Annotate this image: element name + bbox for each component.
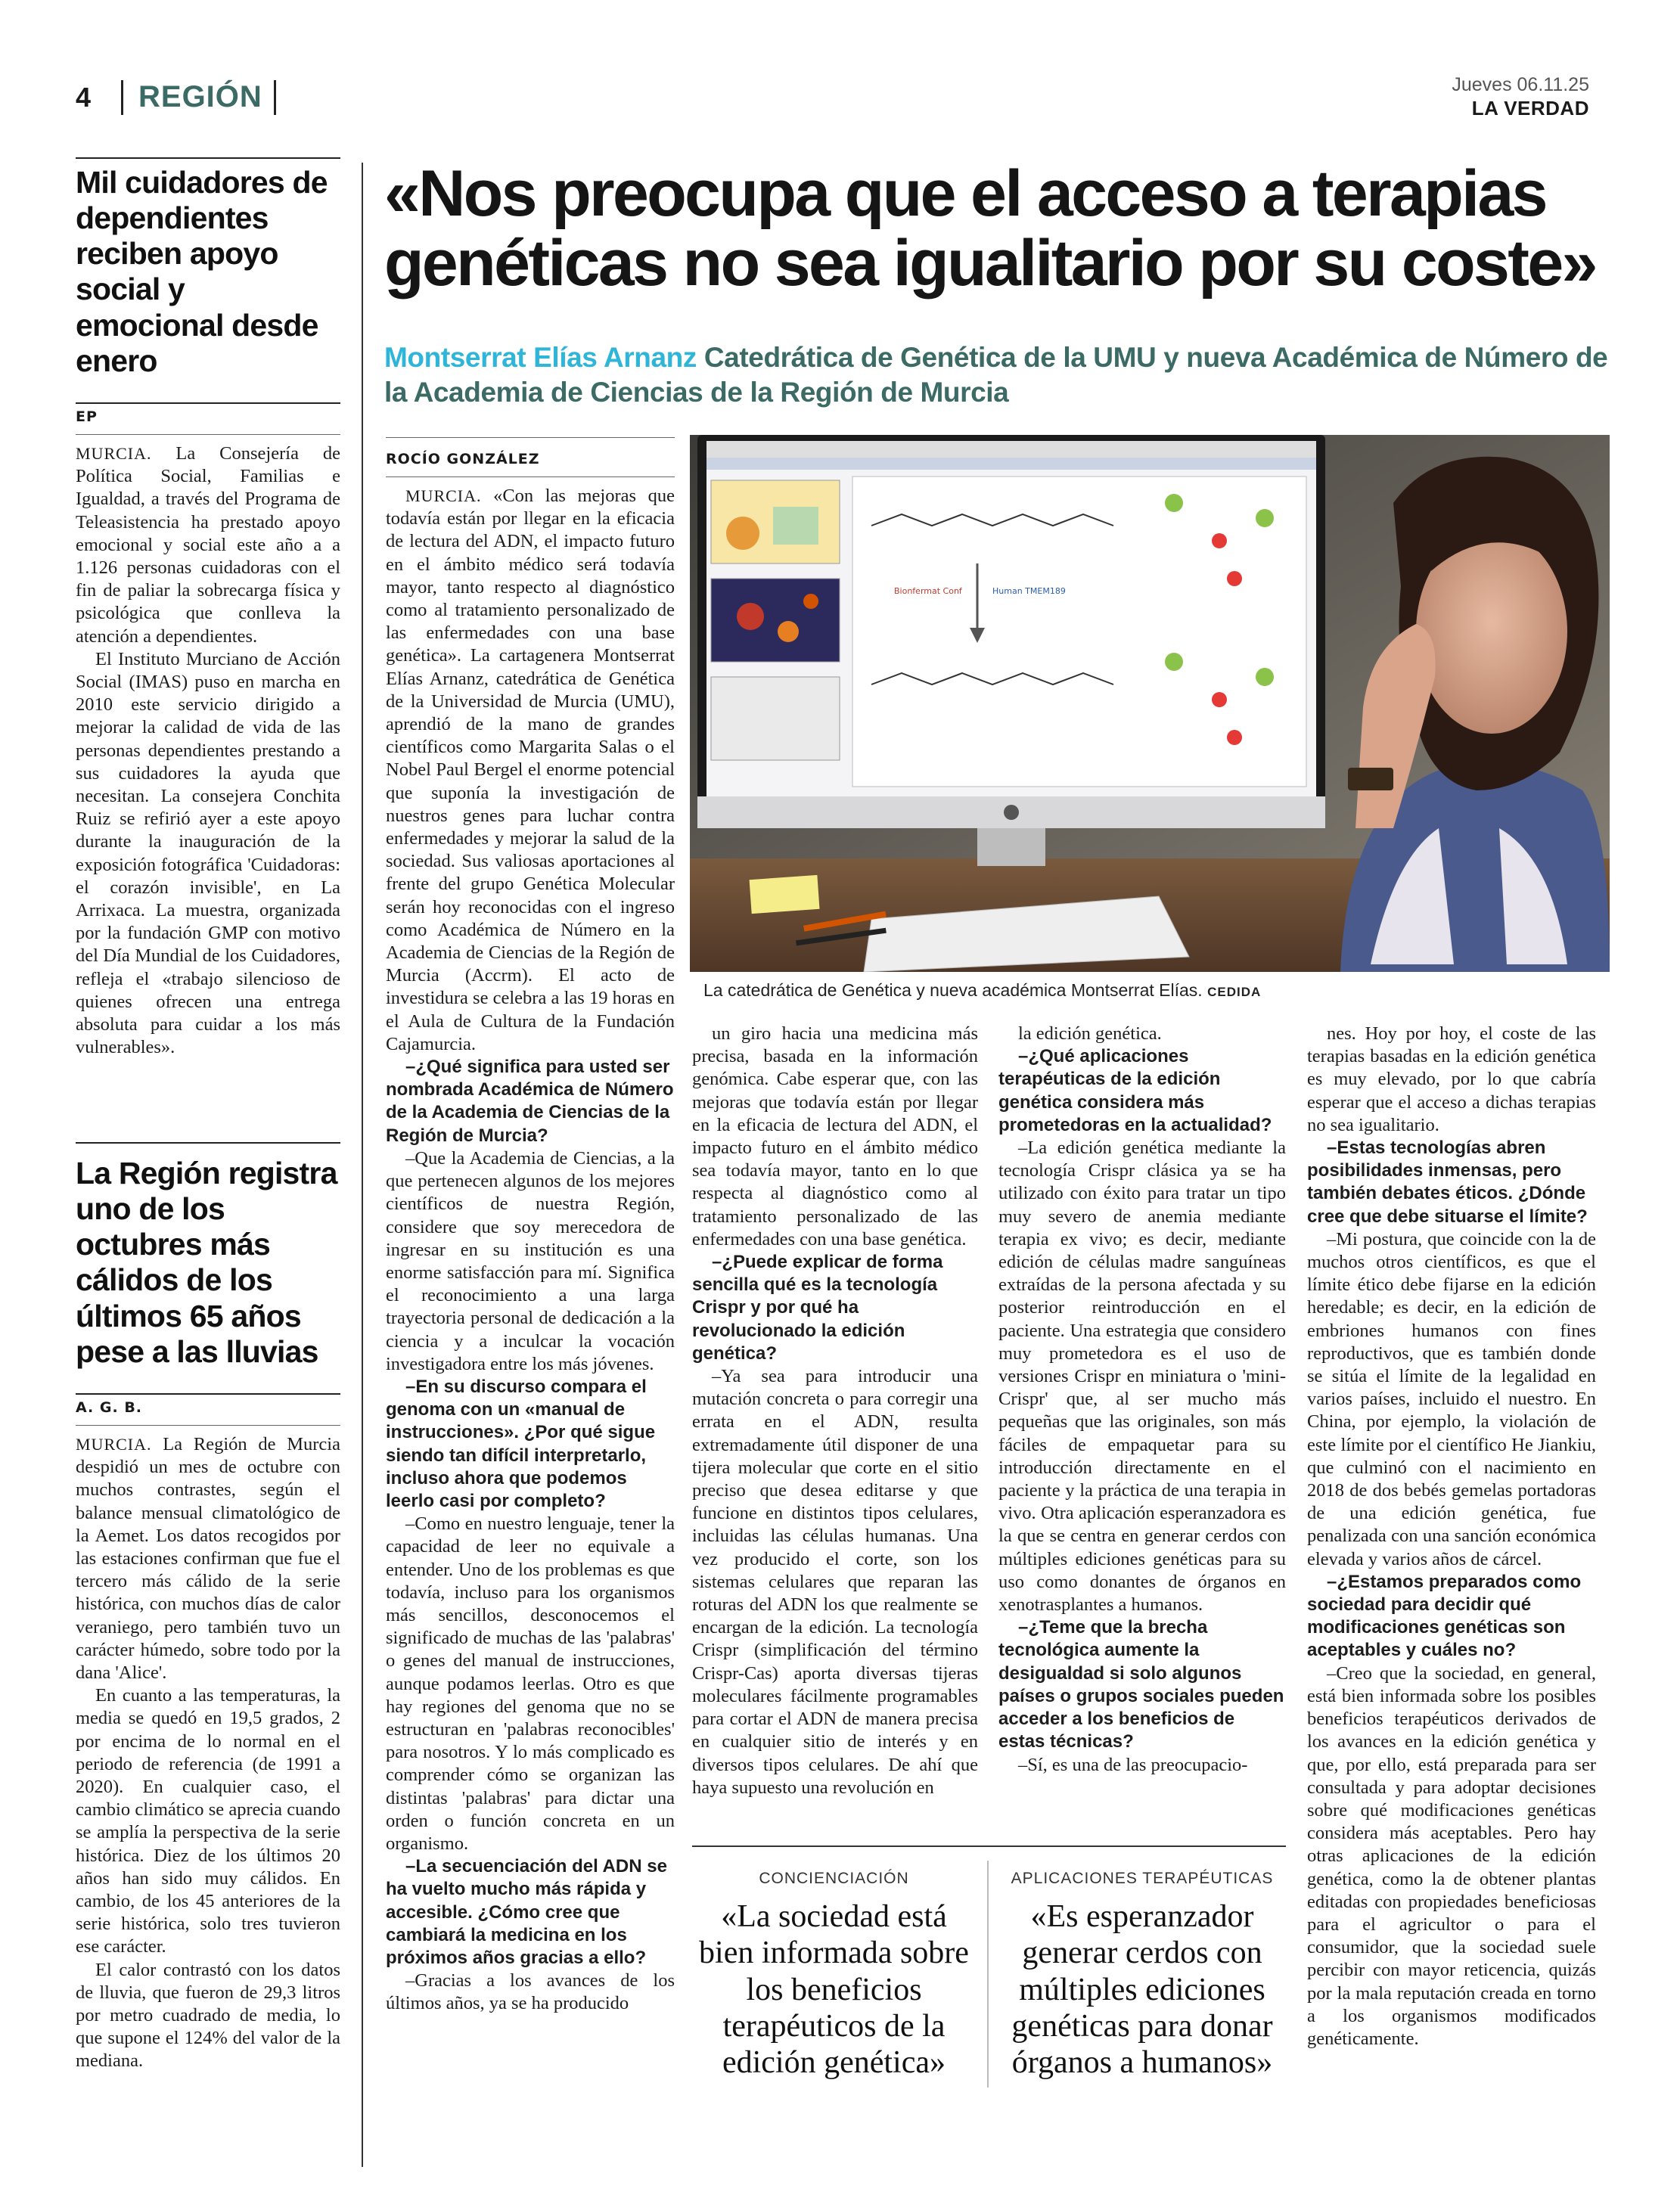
brief-top-rule	[76, 157, 340, 159]
brief-byline: EP	[76, 408, 98, 425]
interview-answer: –Que la Academia de Ciencias, a la que pertenecen algunos de los mejores científicos de nuestra Región, considere que soy merecedora de ingresar en su institución es una enorme satisfacción para mí. Significa el reconocimiento a una larga trayectoria personal de dedicación a la ciencia y a inculcar la vocación investigadora entre los más jóvenes.	[386, 1147, 675, 1374]
brief-rule	[76, 434, 340, 435]
pull-quote: «La sociedad está bien informada sobre los beneficios terapéuticos de la edición genética»	[699, 1899, 969, 2081]
interviewee-title: Catedrática de Genética de la UMU y nueva Académica de Número de la Academia de Ciencias de la Región de Murcia	[384, 342, 1608, 408]
interview-question: –En su discurso compara el genoma con un «manual de instrucciones». ¿Por qué sigue siendo tan difícil interpretarlo, incluso ahora que podemos leerlo casi por completo?	[386, 1376, 656, 1511]
interview-answer: –Ya sea para introducir una mutación concreta o para corregir una errata en el ADN, resulta extremadamente útil disponer de una tijera molecular que corte en el sitio preciso que desea editarse y que funcione en distintos tipos celulares, incluidas las células humanas. Una vez producido el corte, son los sistemas celulares que reparan las roturas del ADN los que realmente se encargan de la edición. La tecnología Crispr (simplificación del término Crispr-Cas) aporta diversas tijeras moleculares fácilmente programables para cortar el ADN de manera precisa en cualquier sitio de interés y en diversos tipos celulares. De ahí que haya supuesto una revolución en	[692, 1366, 978, 1798]
interview-answer: –Mi postura, que coincide con la de muchos otros científicos, es que el límite ético debe fijarse en la edición heredable; es decir, en la edición de embriones humanos con fines reproductivos, que es también donde se sitúa el límite de la legalidad en varios países, incluido el nuestro. En China, por ejemplo, la violación de este límite por el científico He Jiankiu, que culminó con el nacimiento en 2018 de dos bebés gemelas portadoras de una edición genética, fue penalizada con una sanción económica elevada y varios años de cárcel.	[1307, 1228, 1596, 1569]
interview-question: –¿Qué significa para usted ser nombrada Académica de Número de la Academia de Ciencias de la Región de Murcia?	[386, 1057, 674, 1146]
interviewee-name: Montserrat Elías Arnanz	[384, 342, 697, 373]
interview-answer: nes. Hoy por hoy, el coste de las terapias basadas en la edición genética es muy elevado, por lo que cabría esperar que el acceso a dichas terapias no sea igualitario.	[1307, 1023, 1596, 1135]
paragraph: El Instituto Murciano de Acción Social (IMAS) puso en marcha en 2010 este servicio dirigido a mejorar la calidad de vida de las personas dependientes prestando a sus cuidadores la ayuda que necesitan. La consejera Conchita Ruiz se refirió ayer a este apoyo durante la inauguración de la exposición fotográfica 'Cuidadoras: el corazón invisible', en La Arrixaca. La muestra, organizada por la fundación GMP con motivo del Día Mundial de los Cuidadores, refleja el «trabajo silencioso de quienes ofrecen una entrega absoluta para cuidar a los más vulnerables».	[76, 648, 340, 1058]
dateline: MURCIA.	[405, 486, 482, 505]
interview-question: –¿Puede explicar de forma sencilla qué es la tecnología Crispr y por qué ha revolucionado la edición genética?	[692, 1252, 943, 1364]
newspaper-name: LA VERDAD	[1471, 97, 1589, 120]
article-subhead	[384, 340, 1610, 411]
interview-answer: un giro hacia una medicina más precisa, basada en la información genómica. Cabe esperar que, con las mejoras que todavía están por llegar en la eficacia de lectura del ADN, el impacto futuro en el ámbito médico sea todavía mayor, tanto en lo que respecta al diagnóstico como al tratamiento personalizado de las enfermedades con una base genética.	[692, 1023, 978, 1249]
header-divider	[121, 80, 123, 115]
pull-quote: «Es esperanzador generar cerdos con múltiples ediciones genéticas para donar órganos a humanos»	[1011, 1899, 1273, 2081]
article-headline: «Nos preocupa que el acceso a terapias genéticas no sea igualitario por su coste»	[384, 157, 1596, 300]
quote-box-divider	[987, 1861, 989, 2088]
quote-box-rule	[692, 1845, 1286, 1847]
article-column-4	[1307, 1023, 1596, 2050]
paragraph: El calor contrastó con los datos de lluvia, que fueron de 29,3 litros por metro cuadrado de media, lo que supone el 124% del valor de la mediana.	[76, 1959, 340, 2072]
paragraph: La Consejería de Política Social, Familias e Igualdad, a través del Programa de Teleasistencia ha prestado apoyo emocional y social este año a a 1.126 personas cuidadoras con el fin de paliar la sobrecarga física y psicológica que conlleva la atención a dependientes.	[76, 443, 340, 647]
photo-credit: CEDIDA	[1207, 985, 1262, 999]
interview-question: –Estas tecnologías abren posibilidades inmensas, pero también debates éticos. ¿Dónde cree que debe situarse el límite?	[1307, 1138, 1588, 1227]
photo-caption	[703, 980, 1261, 1001]
brief-byline: A. G. B.	[76, 1399, 143, 1416]
article-column-2	[692, 1023, 978, 1799]
article-column-1	[386, 485, 675, 2016]
interview-question: –¿Qué aplicaciones terapéuticas de la edición genética considera más prometedoras en la actualidad?	[998, 1046, 1272, 1135]
paragraph: «Con las mejoras que todavía están por llegar en la eficacia de lectura del ADN, el impacto futuro en el ámbito médico será todavía mayor, tanto respecto al diagnóstico como al tratamiento personalizado de las enfermedades con una base genética». La cartagenera Montserrat Elías Arnanz, catedrática de Genética de la Universidad de Murcia (UMU), aprendió de la mano de grandes científicos como Margarita Salas o el Nobel Paul Bergel el enorme potencial que suponía la investigación de nuestros genes para luchar contra enfermedades y mejorar la salud de la sociedad. Sus valiosas aportaciones al frente del grupo Genética Molecular serán hoy reconocidas con el ingreso como Académica de Número en la Academia de Ciencias de la Región de Murcia (Accrm). El acto de investidura se celebra a las 19 horas en el Aula de Cultura de la Fundación Cajamurcia.	[386, 486, 675, 1054]
quote-tag: APLICACIONES TERAPÉUTICAS	[1011, 1870, 1274, 1887]
interview-answer: –Gracias a los avances de los últimos años, ya se ha producido	[386, 1970, 675, 2014]
byline-rule	[386, 476, 675, 477]
dateline: MURCIA.	[76, 444, 152, 463]
screen-text: Bionfermat Conf	[894, 586, 962, 596]
brief-headline: Mil cuidadores de dependientes reciben apoyo social y emocional desde enero	[76, 165, 328, 378]
brief-rule	[76, 1425, 340, 1426]
brief-top-rule	[76, 1142, 340, 1144]
interview-answer: –Creo que la sociedad, en general, está bien informada sobre los posibles beneficios terapéuticos derivados de los avances en la edición genética y que, por ello, está preparada para ser consultada y para adoptar decisiones sobre qué modificaciones genéticas considera más aceptables. Pero hay otras aplicaciones de la edición genética, como la de obtener plantas editadas con propiedades beneficiosas para el agricultor o para el consumidor, que la sociedad suele percibir con mayor reticencia, quizás por la mala reputación creada en torno a los organismos modificados genéticamente.	[1307, 1662, 1596, 2049]
paragraph: La Región de Murcia despidió un mes de octubre con muchos contrastes, según el balance mensual climatológico de la Aemet. Los datos recogidos por las estaciones confirman que fue el tercero más cálido de la serie histórica, con muchos días de calor veraniego, pero también tuvo un carácter húmedo, sobre todo por la dana 'Alice'.	[76, 1434, 340, 1684]
brief-rule	[76, 1393, 340, 1395]
brief-headline: La Región registra uno de los octubres más cálidos de los últimos 65 años pese a las lluvias	[76, 1156, 337, 1369]
article-byline: ROCÍO GONZÁLEZ	[386, 451, 540, 467]
brief-body	[76, 1433, 340, 2073]
interview-question: –¿Teme que la brecha tecnológica aumente la desigualdad si solo algunos países o grupos sociales pueden acceder a los beneficios de estas técnicas?	[998, 1617, 1284, 1752]
interview-answer: –La edición genética mediante la tecnología Crispr clásica ya se ha utilizado con éxito para tratar un tipo muy severo de anemia mediante terapia ex vivo; es decir, mediante edición de células madre sanguíneas extraídas de la persona afectada y su posterior reintroducción en el paciente. Una estrategia que considero muy prometedora es el uso de versiones Crispr en miniatura o 'mini-Crispr' que, al ser mucho más pequeñas que las originales, son más fáciles de empaquetar para su introducción directamente en el paciente y la práctica de una terapia in vivo. Otra aplicación esperanzadora es la que se centra en generar cerdos con múltiples ediciones genéticas para su uso como donantes de órganos en xenotrasplantes a humanos.	[998, 1138, 1286, 1616]
article-photo	[690, 435, 1610, 972]
dateline: MURCIA.	[76, 1435, 152, 1454]
header-divider	[274, 80, 276, 115]
photo-illustration	[690, 435, 1610, 972]
byline-rule	[386, 437, 675, 438]
brief-body	[76, 442, 340, 1059]
interview-answer: –Como en nuestro lenguaje, tener la capacidad de leer no equivale a entender. Uno de los problemas es que todavía, incluso para los organismos más sencillos, desconocemos el significado de muchas de las 'palabras' o genes del manual de instrucciones, aunque podamos leerlas. Otro es que hay regiones del genoma que no se estructuran en 'palabras reconocibles' para nosotros. Y lo más complicado es comprender cómo se organizan las distintas 'palabras' para dictar una orden o función concreta en un organismo.	[386, 1513, 675, 1854]
quote-tag: CONCIENCIACIÓN	[759, 1870, 909, 1887]
page-number: 4	[76, 82, 92, 113]
interview-answer: –Sí, es una de las preocupacio-	[1018, 1754, 1248, 1775]
article-column-3	[998, 1023, 1286, 1777]
paragraph: En cuanto a las temperaturas, la media se quedó en 19,5 grados, 2 por encima de lo normal en el periodo de referencia (de 1991 a 2020). En cualquier caso, el cambio climático se aprecia cuando se amplía la perspectiva de la serie histórica. Diez de los últimos 20 años han sido muy cálidos. En cambio, de los 45 anteriores de la serie histórica, solo tres tuvieron ese carácter.	[76, 1685, 340, 1957]
issue-date: Jueves 06.11.25	[1452, 74, 1589, 95]
interview-question: –La secuenciación del ADN se ha vuelto mucho más rápida y accesible. ¿Cómo cree que cambiará la medicina en los próximos años gracias a ello?	[386, 1856, 667, 1968]
screen-text: Human TMEM189	[992, 586, 1066, 596]
section-title: REGIÓN	[138, 80, 262, 113]
brief-rule	[76, 402, 340, 404]
interview-question: –¿Estamos preparados como sociedad para decidir qué modificaciones genéticas son aceptables y cuáles no?	[1307, 1571, 1582, 1661]
column-divider	[362, 163, 363, 2167]
caption-text: La catedrática de Genética y nueva académica Montserrat Elías.	[703, 980, 1203, 1000]
apple-logo-icon	[1004, 805, 1019, 820]
interview-answer: la edición genética.	[1018, 1023, 1162, 1044]
